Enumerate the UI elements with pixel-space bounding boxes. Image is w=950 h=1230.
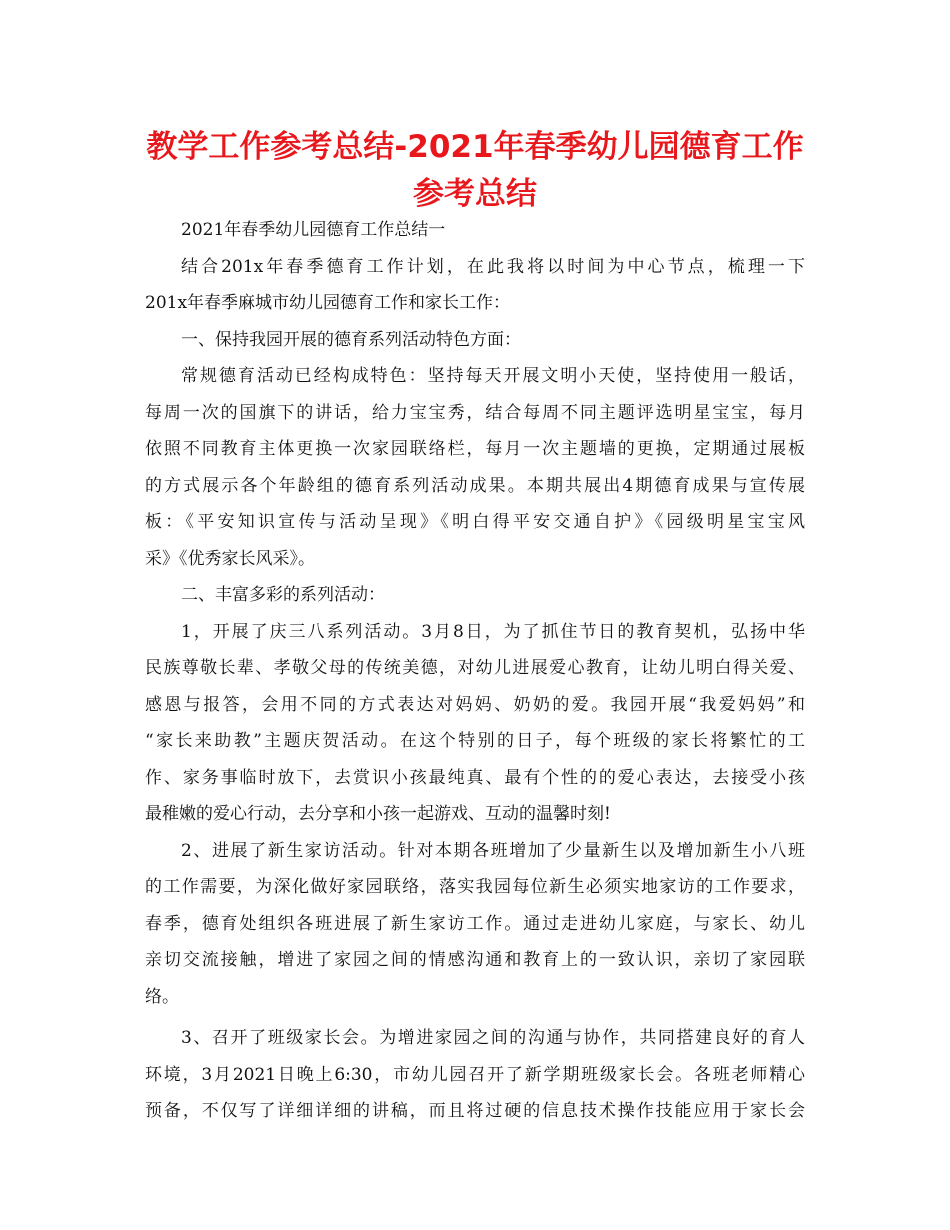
paragraph-line: 民族尊敬长辈、孝敬父母的传统美德，对幼儿进展爱心教育，让幼儿明白得关爱、 [145,658,805,678]
paragraph-line: 一、保持我园开展的德育系列活动特色方面： [181,330,521,350]
paragraph-line: 感恩与报答，会用不同的方式表达对妈妈、奶奶的爱。我园开展“我爱妈妈”和 [145,695,805,715]
document-title-line-2: 参考总结 [413,176,537,212]
paragraph-line: 环境，3月2021日晚上6:30，市幼儿园召开了新学期班级家长会。各班老师精心 [145,1065,805,1085]
paragraph-line: 板：《平安知识宣传与活动呈现》《明白得平安交通自护》《园级明星宝宝风 [145,512,805,532]
paragraph-line: 络。 [145,987,179,1007]
document-title-line-1: 教学工作参考总结-2021年春季幼儿园德育工作 [146,129,804,165]
paragraph-line: 1，开展了庆三八系列活动。3月8日，为了抓住节日的教育契机，弘扬中华 [181,622,805,642]
paragraph-line: 依照不同教育主体更换一次家园联络栏，每月一次主题墙的更换，定期通过展板 [145,439,805,459]
paragraph-line: 2、进展了新生家访活动。针对本期各班增加了少量新生以及增加新生小八班 [181,841,805,861]
paragraph-line: 二、丰富多彩的系列活动： [181,585,385,605]
paragraph-line: 春季，德育处组织各班进展了新生家访工作。通过走进幼儿家庭，与家长、幼儿 [145,914,805,934]
paragraph-line: 预备，不仅写了详细详细的讲稿，而且将过硬的信息技术操作技能应用于家长会 [145,1101,805,1121]
paragraph-line: 亲切交流接触，增进了家园之间的情感沟通和教育上的一致认识，亲切了家园联 [145,950,805,970]
paragraph-line: 结合201x年春季德育工作计划，在此我将以时间为中心节点，梳理一下 [181,257,805,277]
paragraph-line: 采》《优秀家长风采》。 [145,549,315,569]
paragraph-line: 作、家务事临时放下，去赏识小孩最纯真、最有个性的的爱心表达，去接受小孩 [145,768,805,788]
paragraph-line: 2021年春季幼儿园德育工作总结一 [181,220,446,240]
paragraph-line: 每周一次的国旗下的讲话，给力宝宝秀，结合每周不同主题评选明星宝宝，每月 [145,403,805,423]
paragraph-line: 最稚嫩的爱心行动，去分享和小孩一起游戏、互动的温馨时刻! [145,804,611,824]
paragraph-line: “家长来助教”主题庆贺活动。在这个特别的日子，每个班级的家长将繁忙的工 [145,731,805,751]
paragraph-line: 201x年春季麻城市幼儿园德育工作和家长工作： [145,293,511,313]
paragraph-line: 的方式展示各个年龄组的德育系列活动成果。本期共展出4期德育成果与宣传展 [145,476,805,496]
paragraph-line: 常规德育活动已经构成特色：坚持每天开展文明小天使，坚持使用一般话， [181,366,805,386]
paragraph-line: 3、召开了班级家长会。为增进家园之间的沟通与协作，共同搭建良好的育人 [181,1028,805,1048]
paragraph-line: 的工作需要，为深化做好家园联络，落实我园每位新生必须实地家访的工作要求， [145,877,805,897]
